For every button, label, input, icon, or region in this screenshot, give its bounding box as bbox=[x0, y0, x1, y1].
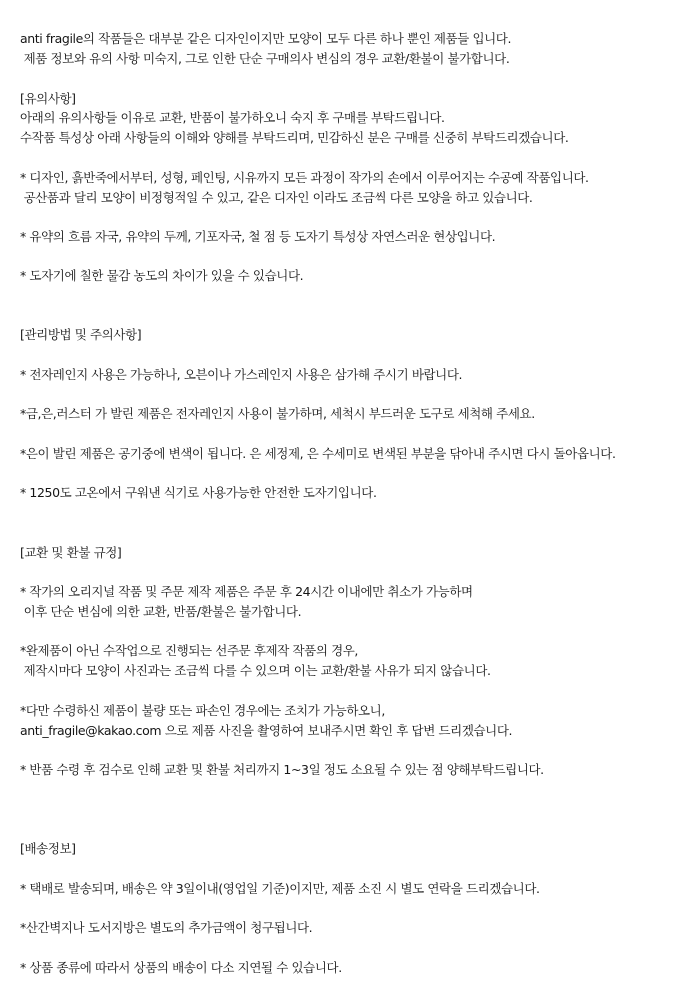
intro-line-1: anti fragile의 작품들은 대부분 같은 디자인이지만 모양이 모두 다른 하나 뿐인 제품들 입니다. bbox=[20, 31, 512, 46]
exchange-heading: [교환 및 환불 규정] bbox=[20, 545, 122, 560]
exchange-item-2-line-1: *완제품이 아닌 수작업으로 진행되는 선주문 후제작 작품의 경우, bbox=[20, 643, 358, 658]
shipping-item-3: * 상품 종류에 따라서 상품의 배송이 다소 지연될 수 있습니다. bbox=[20, 960, 342, 975]
notice-item-1-line-1: * 디자인, 흙반죽에서부터, 성형, 페인팅, 시유까지 모든 과정이 작가의 손에서 이루어지는 수공예 작품입니다. bbox=[20, 170, 589, 185]
care-item-3: *은이 발린 제품은 공기중에 변색이 됩니다. 은 세정제, 은 수세미로 변색된 부분을 닦아내 주시면 다시 돌아옵니다. bbox=[20, 446, 616, 461]
care-item-2: *금,은,러스터 가 발린 제품은 전자레인지 사용이 불가하며, 세척시 부드러운 도구로 세척해 주세요. bbox=[20, 406, 535, 421]
shipping-item-1: * 택배로 발송되며, 배송은 약 3일이내(영업일 기준)이지만, 제품 소진 시 별도 연락을 드리겠습니다. bbox=[20, 881, 540, 896]
exchange-item-3-line-2: anti_fragile@kakao.com 으로 제품 사진을 촬영하여 보내주시면 확인 후 답변 드리겠습니다. bbox=[20, 723, 513, 738]
notice-item-1-line-2: 공산품과 달리 모양이 비정형적일 수 있고, 같은 디자인 이라도 조금씩 다른 모양을 하고 있습니다. bbox=[20, 190, 533, 205]
shipping-heading: [배송정보] bbox=[20, 841, 76, 856]
shipping-item-2: *산간벽지나 도서지방은 별도의 추가금액이 청구됩니다. bbox=[20, 920, 313, 935]
notice-heading: [유의사항] bbox=[20, 91, 76, 106]
intro-line-2: 제품 정보와 유의 사항 미숙지, 그로 인한 단순 구매의사 변심의 경우 교환/환불이 불가합니다. bbox=[20, 51, 510, 66]
exchange-item-3-line-1: *다만 수령하신 제품이 불량 또는 파손인 경우에는 조치가 가능하오니, bbox=[20, 703, 385, 718]
care-item-1: * 전자레인지 사용은 가능하나, 오븐이나 가스레인지 사용은 삼가해 주시기 바랍니다. bbox=[20, 367, 463, 382]
exchange-item-4: * 반품 수령 후 검수로 인해 교환 및 환불 처리까지 1~3일 정도 소요될 수 있는 점 양해부탁드립니다. bbox=[20, 762, 544, 777]
care-item-4: * 1250도 고온에서 구워낸 식기로 사용가능한 안전한 도자기입니다. bbox=[20, 485, 377, 500]
exchange-item-1-line-2: 이후 단순 변심에 의한 교환, 반품/환불은 불가합니다. bbox=[20, 604, 302, 619]
notice-line-1: 아래의 유의사항들 이유로 교환, 반품이 불가하오니 숙지 후 구매를 부탁드립니다. bbox=[20, 110, 445, 125]
exchange-item-1-line-1: * 작가의 오리지널 작품 및 주문 제작 제품은 주문 후 24시간 이내에만 취소가 가능하며 bbox=[20, 584, 473, 599]
notice-line-2: 수작품 특성상 아래 사항들의 이해와 양해를 부탁드리며, 민감하신 분은 구매를 신중히 부탁드리겠습니다. bbox=[20, 130, 569, 145]
exchange-item-2-line-2: 제작시마다 모양이 사진과는 조금씩 다를 수 있으며 이는 교환/환불 사유가 되지 않습니다. bbox=[20, 663, 491, 678]
notice-item-3: * 도자기에 칠한 물감 농도의 차이가 있을 수 있습니다. bbox=[20, 268, 304, 283]
care-heading: [관리방법 및 주의사항] bbox=[20, 327, 142, 342]
notice-item-2: * 유약의 흐름 자국, 유약의 두께, 기포자국, 철 점 등 도자기 특성상 자연스러운 현상입니다. bbox=[20, 229, 496, 244]
